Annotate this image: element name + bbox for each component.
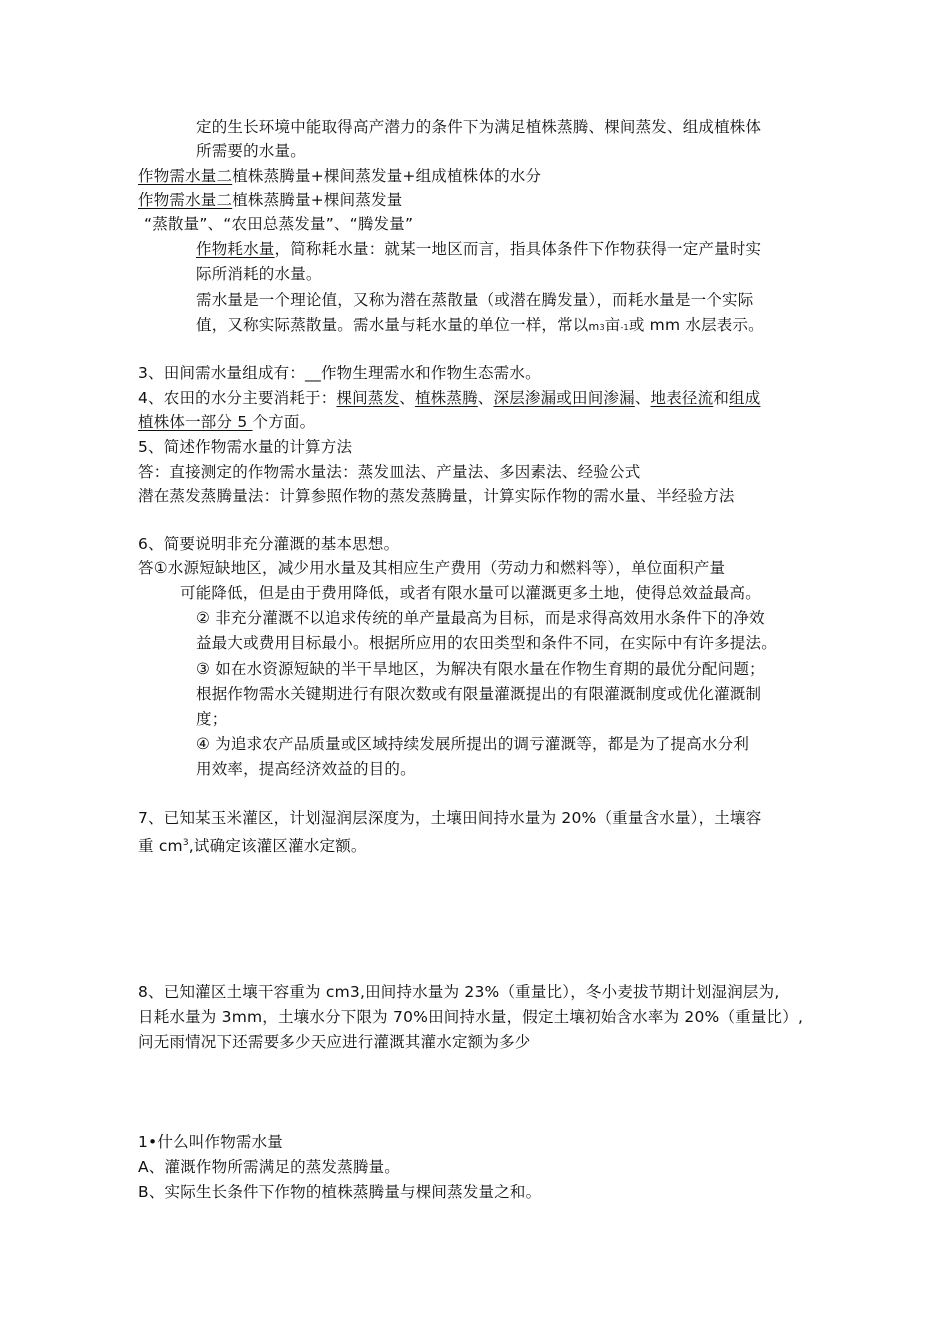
question-6-line-4: 益最大或费用目标最小。根据所应用的农田类型和条件不同，在实际中有许多提法。 [196, 634, 777, 652]
question-6-line-3: ② 非充分灌溉不以追求传统的单产量最高为目标，而是求得高效用水条件下的净效 [196, 609, 765, 627]
unit-mu: 亩 [604, 316, 621, 334]
formula-line-2 [138, 190, 402, 210]
question-4-line-1 [138, 388, 760, 408]
question-5-answer-2: 潜在蒸发蒸腾量法：计算参照作物的蒸发蒸腾量，计算实际作物的需水量、半经验方法 [138, 487, 735, 505]
separator: 、 [399, 389, 415, 407]
q7-text-a: 重 cm [138, 837, 183, 856]
unit-sub-minus1: -1 [620, 323, 629, 332]
question-6-line-7: 度； [196, 710, 228, 728]
formula-line-1 [138, 166, 541, 186]
q4-item-4: 地表径流 [650, 389, 714, 407]
consumption-line-2: 际所消耗的水量。 [196, 265, 322, 283]
consumption-line-1 [196, 239, 761, 259]
formula-term: 作物需水量二 [138, 167, 233, 185]
unit-text-a: 值，又称实际蒸散量。需水量与耗水量的单位一样，常以 [196, 316, 589, 334]
intro-line-1: 定的生长环境中能取得高产潜力的条件下为满足植株蒸腾、棵间蒸发、组成植株体 [196, 118, 762, 136]
q4-tail: 个方面。 [252, 413, 316, 431]
q7-superscript: 3 [182, 838, 189, 848]
consumption-line-3: 需水量是一个理论值，又称为潜在蒸散量（或潜在腾发量），而耗水量是一个实际 [196, 291, 754, 309]
synonyms-line: “蒸散量”、“农田总蒸发量”、“腾发量” [144, 215, 414, 233]
q4-lead: 4、农田的水分主要消耗于： [138, 389, 337, 407]
unit-sub-3: 3 [599, 323, 605, 332]
question-8-line-3: 问无雨情况下还需要多少天应进行灌溉其灌水定额为多少 [138, 1033, 531, 1051]
question-6-line-8: ④ 为追求农产品质量或区域持续发展所提出的调亏灌溉等，都是为了提高水分利 [196, 735, 750, 753]
question-6-line-9: 用效率，提高经济效益的目的。 [196, 760, 416, 778]
question-8-line-1: 8、已知灌区土壤干容重为 cm3,田间持水量为 23%（重量比），冬小麦拔节期计划湿润层为, [138, 983, 780, 1001]
unit-m: m [588, 320, 600, 333]
q4-item-5-cont: 植株体一部分 5 [138, 413, 253, 431]
question-4-line-2 [138, 412, 315, 432]
question-5-answer-1: 答：直接测定的作物需水量法：蒸发皿法、产量法、多因素法、经验公式 [138, 463, 641, 481]
formula-term: 作物需水量二 [138, 191, 233, 209]
q4-item-2: 植株蒸腾 [414, 389, 478, 407]
q4-item-3: 深层渗漏或田间渗漏 [493, 389, 635, 407]
intro-line-2: 所需要的水量。 [196, 142, 306, 160]
question-6-line-5: ③ 如在水资源短缺的半干旱地区，为解决有限水量在作物生育期的最优分配问题； [196, 660, 765, 678]
formula-body: 植株蒸腾量+棵间蒸发量 [232, 191, 403, 209]
question-7-line-2 [138, 833, 367, 856]
question-6-line-1: 答①水源短缺地区，减少用水量及其相应生产费用（劳动力和燃料等），单位面积产量 [138, 559, 726, 577]
q4-item-1: 棵间蒸发 [336, 389, 400, 407]
consumption-definition: ，简称耗水量：就某一地区而言，指具体条件下作物获得一定产量时实 [274, 240, 762, 258]
mc-option-a: A、灌溉作物所需满足的蒸发蒸腾量。 [138, 1158, 401, 1176]
mc-option-b: B、实际生长条件下作物的植株蒸腾量与棵间蒸发量之和。 [138, 1183, 542, 1201]
mc-question-1-title: 1•什么叫作物需水量 [138, 1133, 284, 1151]
question-3: 3、田间需水量组成有：__作物生理需水和作物生态需水。 [138, 364, 541, 382]
unit-text-c: 或 mm 水层表示。 [628, 316, 764, 334]
consumption-line-4 [196, 315, 764, 338]
separator: 和 [713, 389, 730, 407]
q4-item-5: 组成 [729, 389, 761, 407]
question-6-line-2: 可能降低，但是由于费用降低，或者有限水量可以灌溉更多土地，使得总效益最高。 [180, 584, 761, 602]
question-7-line-1: 7、已知某玉米灌区，计划湿润层深度为，土壤田间持水量为 20%（重量含水量），土壤容 [138, 809, 762, 827]
q7-text-b: ,试确定该灌区灌水定额。 [188, 837, 367, 856]
separator: 、 [477, 389, 494, 407]
formula-body: 植株蒸腾量+棵间蒸发量+组成植株体的水分 [232, 167, 542, 185]
question-6-line-6: 根据作物需水关键期进行有限次数或有限量灌溉提出的有限灌溉制度或优化灌溉制 [196, 685, 762, 703]
question-8-line-2: 日耗水量为 3mm，土壤水分下限为 70%田间持水量，假定土壤初始含水率为 20%（重量比）, [138, 1008, 804, 1026]
question-6-title: 6、简要说明非充分灌溉的基本思想。 [138, 535, 400, 553]
separator: 、 [634, 389, 651, 407]
consumption-term: 作物耗水量 [196, 240, 275, 258]
question-5-title: 5、简述作物需水量的计算方法 [138, 438, 353, 456]
